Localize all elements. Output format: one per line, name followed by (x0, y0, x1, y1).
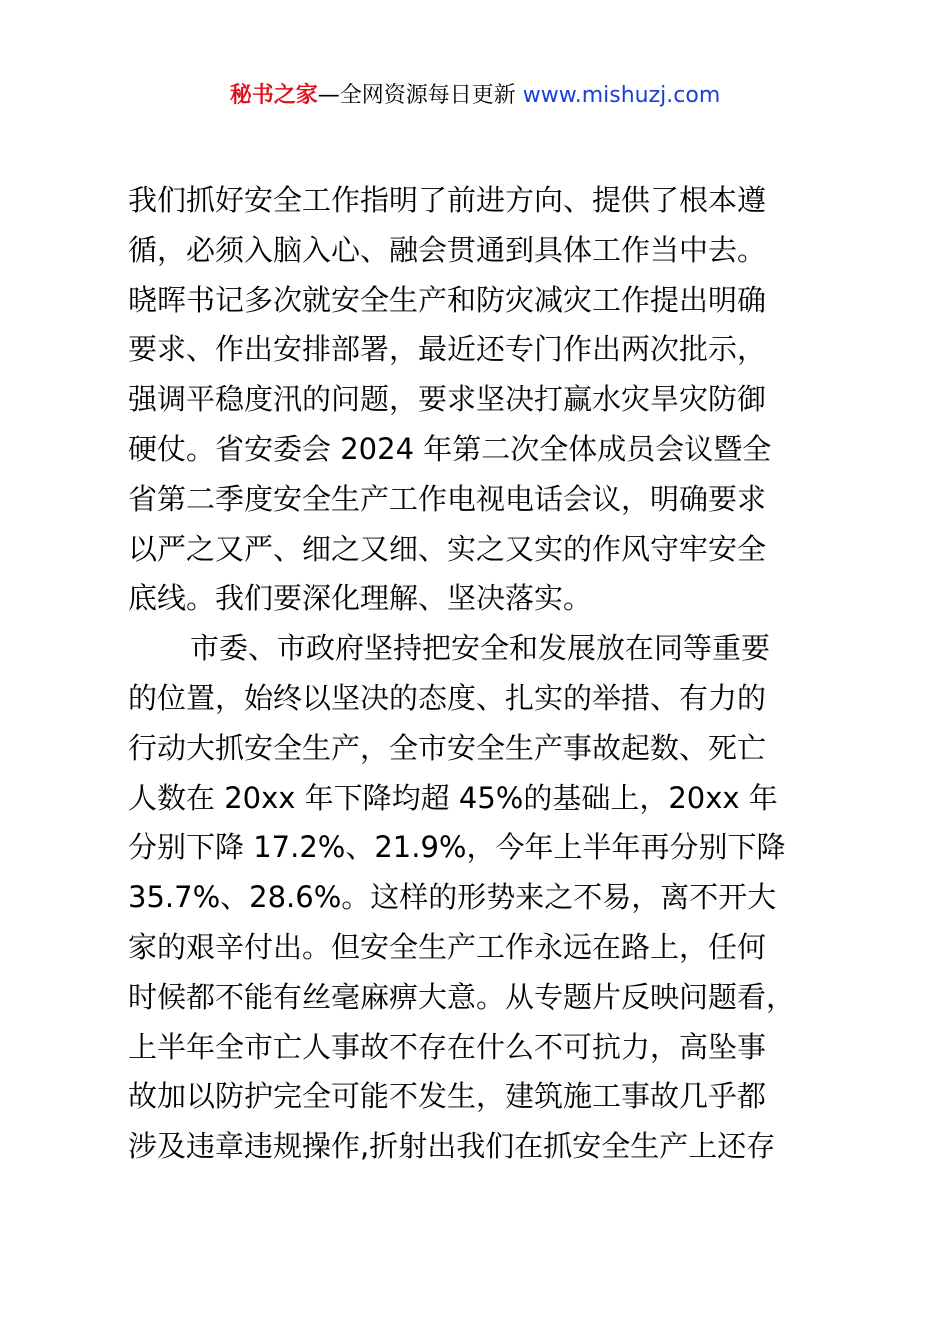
page-header (0, 80, 950, 112)
text-line: 人数在 20xx 年下降均超 45%的基础上，20xx 年 (128, 780, 778, 815)
text-line: 硬仗。省安委会 2024 年第二次全体成员会议暨全 (128, 431, 772, 466)
brand-name: 秘书之家 (229, 83, 318, 108)
text-line: 以严之又严、细之又细、实之又实的作风守牢安全 (128, 531, 767, 566)
text-line: 行动大抓安全生产，全市安全生产事故起数、死亡 (128, 730, 767, 765)
text-line: 晓晖书记多次就安全生产和防灾减灾工作提出明确 (128, 282, 767, 317)
text-line: 时候都不能有丝毫麻痹大意。从专题片反映问题看， (128, 979, 796, 1014)
paragraph-2 (128, 624, 888, 1172)
text-line: 家的艰辛付出。但安全生产工作永远在路上，任何 (128, 929, 767, 964)
text-line: 循，必须入脑入心、融会贯通到具体工作当中去。 (128, 232, 767, 267)
text-line: 省第二季度安全生产工作电视电话会议，明确要求 (128, 481, 767, 516)
text-line: 强调平稳度汛的问题，要求坚决打赢水灾旱灾防御 (128, 382, 767, 417)
paragraph-1 (128, 176, 888, 624)
document-body (128, 176, 888, 1172)
text-line: 上半年全市亡人事故不存在什么不可抗力，高坠事 (128, 1029, 767, 1064)
text-line: 要求、作出安排部署，最近还专门作出两次批示， (128, 332, 767, 367)
text-line: 我们抓好安全工作指明了前进方向、提供了根本遵 (128, 183, 767, 217)
header-url[interactable]: www.mishuzj.com (522, 83, 721, 108)
text-line: 故加以防护完全可能不发生，建筑施工事故几乎都 (128, 1079, 767, 1114)
text-line: 的位置，始终以坚决的态度、扎实的举措、有力的 (128, 680, 767, 715)
text-line: 底线。我们要深化理解、坚决落实。 (128, 581, 593, 616)
text-line: 市委、市政府坚持把安全和发展放在同等重要 (190, 631, 771, 666)
header-tagline: —全网资源每日更新 (317, 83, 523, 108)
text-line: 涉及违章违规操作,折射出我们在抓安全生产上还存 (128, 1129, 776, 1164)
text-line: 分别下降 17.2%、21.9%，今年上半年再分别下降 (128, 830, 786, 865)
text-line: 35.7%、28.6%。这样的形势来之不易，离不开大 (128, 880, 777, 915)
